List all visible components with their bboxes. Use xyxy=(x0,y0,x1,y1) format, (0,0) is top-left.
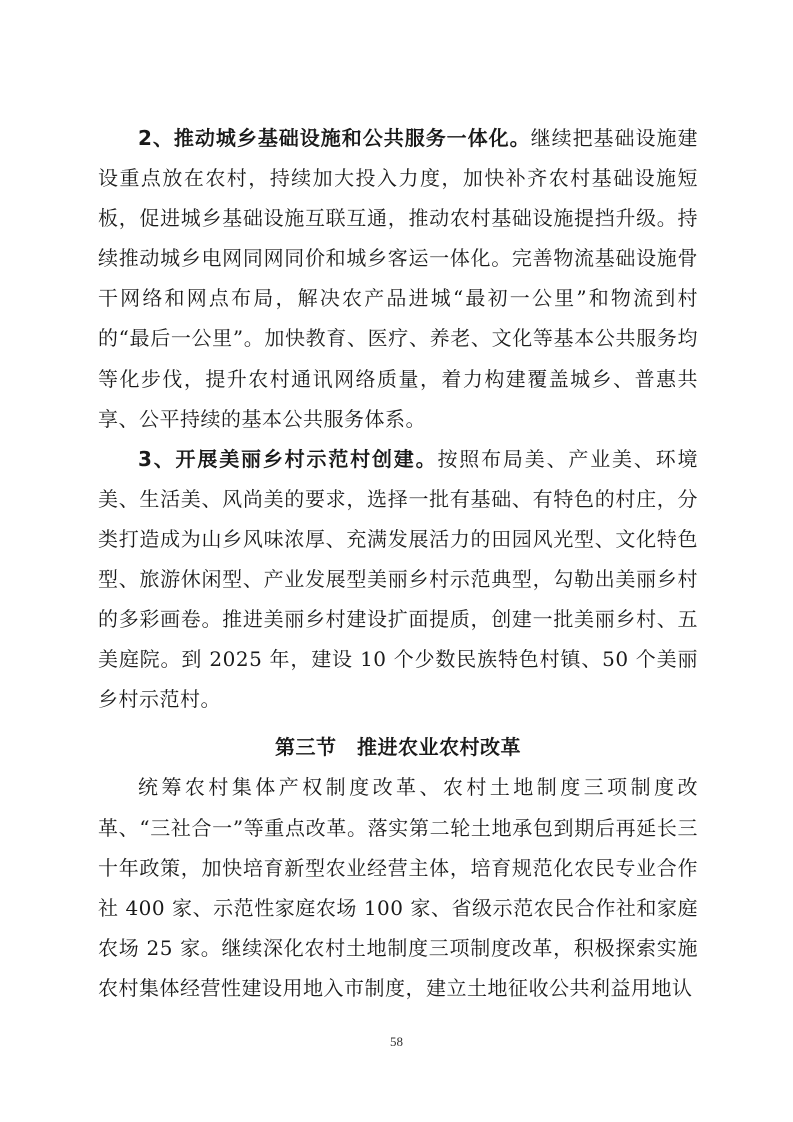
paragraph-urban-rural-integration xyxy=(98,118,698,439)
paragraph-beautiful-village xyxy=(98,439,698,720)
paragraph-heading: 2、推动城乡基础设施和公共服务一体化。 xyxy=(138,126,531,150)
paragraph-text: 按照布局美、产业美、环境美、生活美、风尚美的要求，选择一批有基础、有特色的村庄，分类打造成为山乡风味浓厚、充满发展活力的田园风光型、文化特色型、旅游休闲型、产业发展型美丽乡村示范典型，勾勒出美丽乡村的多彩画卷。推进美丽乡村建设扩面提质，创建一批美丽乡村、五美庭院。到 2025 年，建设 10 个少数民族特色村镇、50 个美丽乡村示范村。 xyxy=(98,446,699,712)
paragraph-heading: 3、开展美丽乡村示范村创建。 xyxy=(138,446,438,471)
paragraph-rural-reform: 统筹农村集体产权制度改革、农村土地制度三项制度改革、“三社合一”等重点改革。落实第二轮土地承包到期后再延长三十年政策，加快培育新型农业经营主体，培育规范化农民专业合作社 400 家、示范性家庭农场 100 家、省级示范农民合作社和家庭农场 25 家。继续深化农村土地制度三项制度改革，积极探索实施农村集体经营性建设用地入市制度，建立土地征收公共利益用地认 xyxy=(98,775,698,1000)
document-body xyxy=(98,118,698,1008)
paragraph-text: 继续把基础设施建设重点放在农村，持续加大投入力度，加快补齐农村基础设施短板，促进城乡基础设施互联互通，推动农村基础设施提挡升级。持续推动城乡电网同网同价和城乡客运一体化。完善物流基础设施骨干网络和网点布局，解决农产品进城“最初一公里”和物流到村的“最后一公里”。加快教育、医疗、养老、文化等基本公共服务均等化步伐，提升农村通讯网络质量，着力构建覆盖城乡、普惠共享、公平持续的基本公共服务体系。 xyxy=(98,126,698,431)
section-title: 第三节 推进农业农村改革 xyxy=(275,735,521,760)
page-number: 58 xyxy=(390,1034,403,1049)
